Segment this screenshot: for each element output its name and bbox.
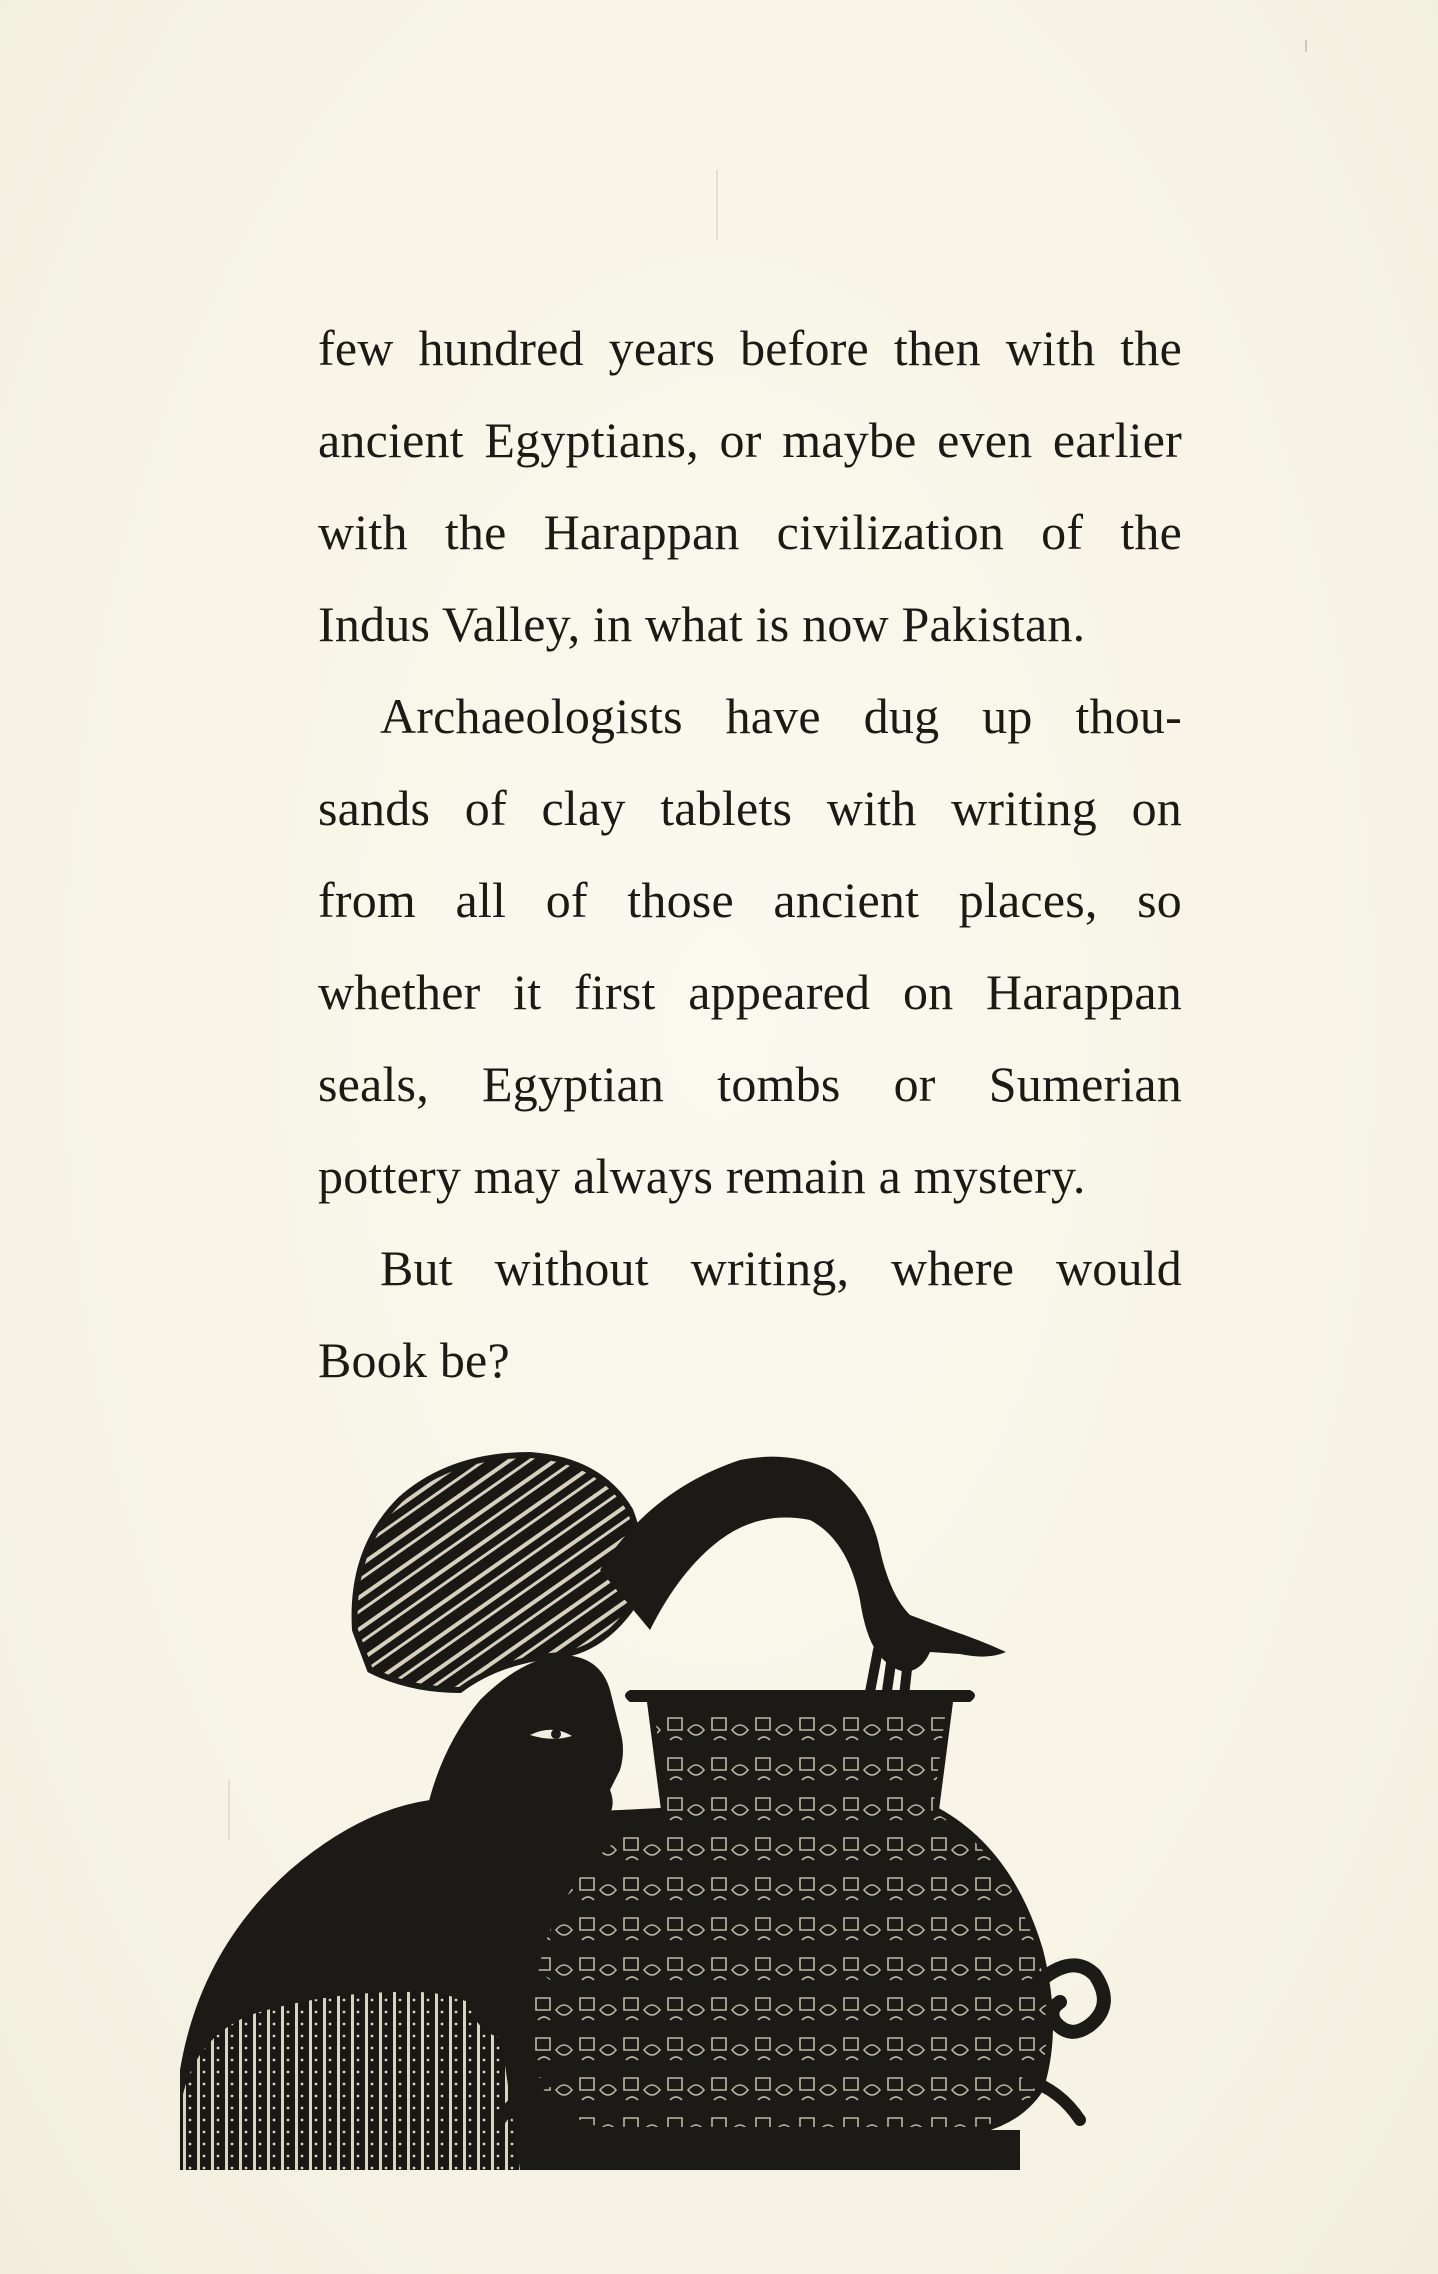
paragraph-3 bbox=[318, 1222, 1182, 1406]
text-line: few hundred years before then with the bbox=[318, 320, 1182, 376]
scribe-headwrap bbox=[355, 1455, 640, 1690]
body-text bbox=[318, 302, 1182, 1406]
paragraph-1 bbox=[318, 302, 1182, 670]
text-line: But without writing, where would bbox=[380, 1240, 1182, 1296]
text-line: Book be? bbox=[318, 1332, 510, 1388]
text-line: Indus Valley, in what is now Pakistan. bbox=[318, 596, 1086, 652]
paper-speck bbox=[716, 170, 718, 240]
text-line: Archaeologists have dug up thou- bbox=[380, 688, 1182, 744]
text-line: from all of those ancient places, so bbox=[318, 872, 1182, 928]
paper-speck bbox=[1305, 40, 1307, 52]
scribe-etching-vase-illustration bbox=[180, 1430, 1320, 2170]
text-line: sands of clay tablets with writing on bbox=[318, 780, 1182, 836]
text-line: ancient Egyptians, or maybe even earlier bbox=[318, 412, 1182, 468]
text-line: pottery may always remain a mystery. bbox=[318, 1148, 1086, 1204]
scribe-raised-arm bbox=[600, 1457, 1006, 1672]
text-line: whether it first appeared on Harappan bbox=[318, 964, 1182, 1020]
text-line: seals, Egyptian tombs or Sumerian bbox=[318, 1056, 1182, 1112]
paragraph-2 bbox=[318, 670, 1182, 1222]
text-line: with the Harappan civilization of the bbox=[318, 504, 1182, 560]
